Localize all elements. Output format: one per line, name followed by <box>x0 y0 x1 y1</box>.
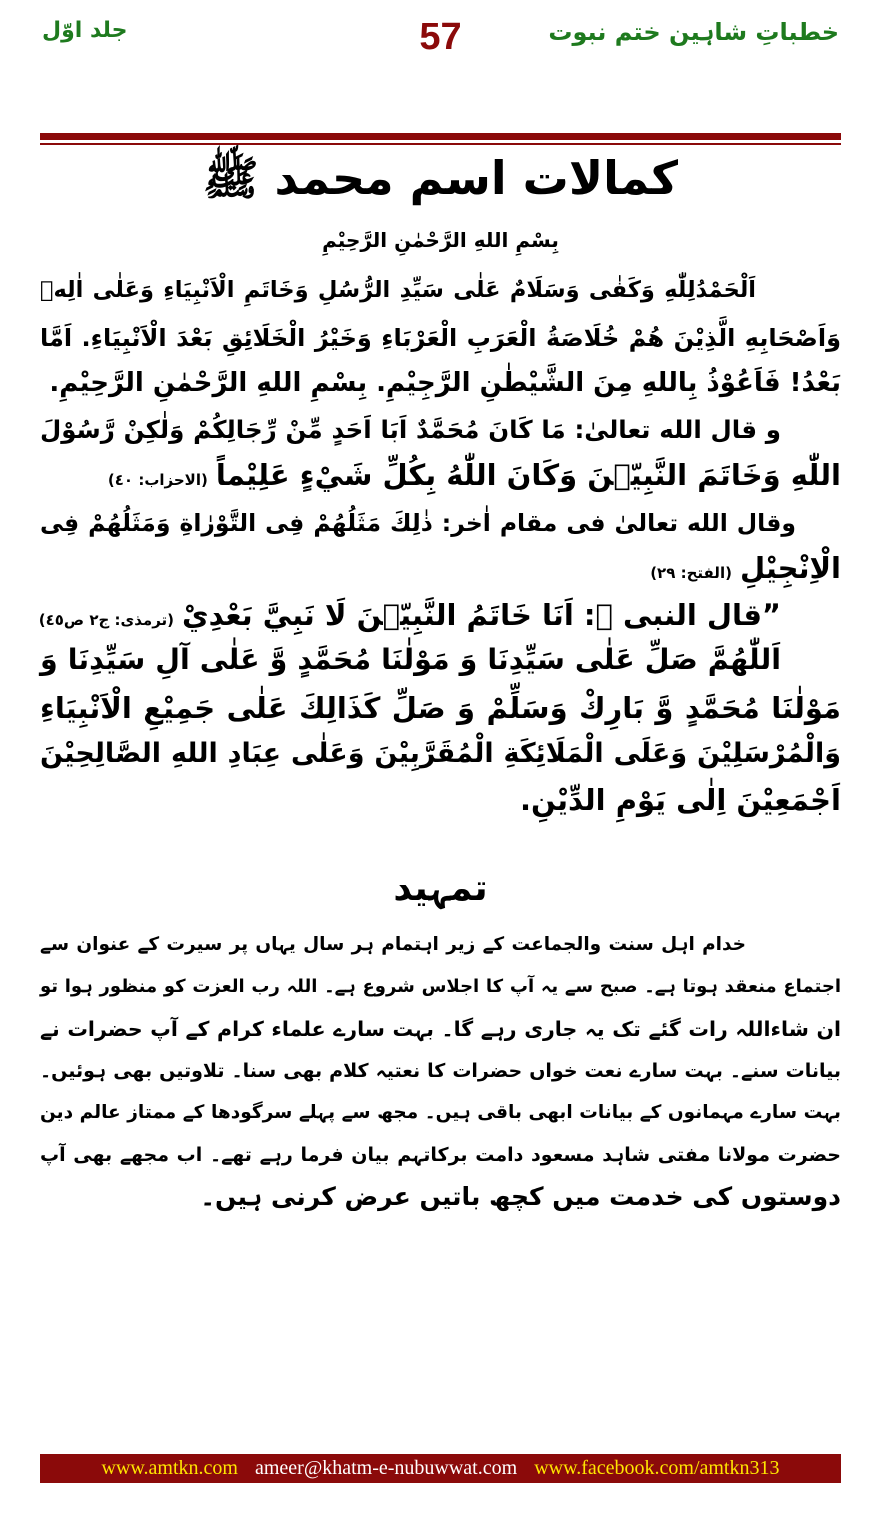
arabic-line-text: و قال الله تعالىٰ: مَا كَانَ مُحَمَّدٌ اَبَا اَحَدٍ مِّنْ رِّجَالِكُمْ وَلٰكِنْ رَّسُوْلَ <box>40 415 781 444</box>
arabic-line <box>40 688 841 728</box>
arabic-line <box>40 734 841 774</box>
arabic-line <box>40 780 841 820</box>
arabic-line <box>40 640 841 680</box>
arabic-line <box>40 595 841 640</box>
urdu-line: دوستوں کی خدمت میں کچھ باتیں عرض کرنی ہیں۔ <box>200 1182 841 1211</box>
arabic-line-text: مَوْلٰنَا مُحَمَّدٍ وَّ بَارِكْ وَسَلِّمْ وَ صَلِّ كَذَالِكَ عَلٰى جَمِيْعِ الْاَنْبِيَاءِ <box>40 691 841 725</box>
section-heading: تمہید <box>393 868 488 909</box>
footer-website-link[interactable]: www.amtkn.com <box>101 1457 238 1479</box>
volume-label: جلد اوّل <box>42 18 128 43</box>
arabic-line-text: اَجْمَعِيْنَ اِلٰى يَوْمِ الدِّيْنِ. <box>520 783 841 817</box>
arabic-line-text: وقال الله تعالىٰ فى مقام اٰخر: ذٰلِكَ مَثَلُهُمْ فِى التَّوْرٰاةِ وَمَثَلُهُمْ فِى <box>40 509 796 537</box>
bismillah: بِسْمِ اللهِ الرَّحْمٰنِ الرَّحِيْمِ <box>322 228 559 252</box>
arabic-line-text: ”قال النبى ﷺ: اَنَا خَاتَمُ النَّبِيّٖنَ لَا نَبِيَّ بَعْدِيْ <box>182 598 781 632</box>
arabic-line-text: اللّٰهِ وَخَاتَمَ النَّبِيّٖنَ وَكَانَ اللّٰهُ بِكُلِّ شَيْءٍ عَلِيْماً <box>215 458 841 492</box>
citation-reference: (ترمذى: ج٢ ص٤٥) <box>38 611 175 629</box>
chapter-title: كمالات اسم محمد ﷺ <box>202 151 679 205</box>
arabic-line <box>40 548 841 593</box>
urdu-line: خدام اہل سنت والجماعت کے زیر اہتمام ہر سال یہاں پر سیرت کے عنوان سے <box>40 934 746 955</box>
header-divider <box>40 133 841 140</box>
arabic-line-text: وَالْمُرْسَلِيْنَ وَعَلَى الْمَلَائِكَةِ الْمُقَرَّبِيْنَ وَعَلٰى عِبَادِ اللهِ الصَّالِحِيْنَ <box>40 738 841 769</box>
footer-bar <box>40 1454 841 1483</box>
arabic-line <box>40 270 841 310</box>
urdu-line: ان شاءاللہ رات گئے تک یہ جاری رہے گا۔ بہت سارے علماء کرام کے آپ حضرات نے <box>40 1017 841 1041</box>
arabic-line-text: اَلْحَمْدُلِلّٰهِ وَكَفٰى وَسَلَامٌ عَلٰى سَيِّدِ الرُّسُلِ وَخَاتَمِ الْاَنْبِيَاءِ وَعَلٰى اٰلِهٖ <box>40 277 756 303</box>
urdu-line: بہت سارے مہمانوں کے بیانات ابھی باقی ہیں۔ مجھ سے پہلے سرگودھا کے ممتاز عالم دین <box>40 1102 841 1123</box>
arabic-line <box>40 410 841 450</box>
arabic-line-text: بَعْدُ! فَاَعُوْذُ بِاللهِ مِنَ الشَّيْطٰنِ الرَّجِيْمِ. بِسْمِ اللهِ الرَّحْمٰنِ الرَّحِيْمِ. <box>49 368 841 398</box>
arabic-line <box>40 455 841 500</box>
arabic-line-text: وَاَصْحَابِهِ الَّذِيْنَ هُمْ خُلَاصَةُ الْعَرَبِ الْعَرْبَاءِ وَخَيْرُ الْخَلَائِقِ بَعْدَ الْاَنْبِيَاءِ. اَمَّا <box>40 324 841 352</box>
footer-facebook-link[interactable]: www.facebook.com/amtkn313 <box>534 1457 780 1479</box>
arabic-line <box>40 363 841 403</box>
citation-reference: (الفتح: ٢٩) <box>650 564 732 582</box>
book-title: خطباتِ شاہین ختم نبوت <box>548 18 839 46</box>
citation-reference: (الاحزاب: ٤٠) <box>107 471 208 489</box>
urdu-line: بیانات سنے۔ بہت سارے نعت خواں حضرات کا نعتیہ کلام بھی سنا۔ تلاوتیں بھی ہوئیں۔ <box>40 1060 841 1082</box>
page-number: 57 <box>419 16 462 58</box>
header-divider-thin <box>40 143 841 145</box>
arabic-line-text: اَللّٰهُمَّ صَلِّ عَلٰى سَيِّدِنَا وَ مَوْلٰنَا مُحَمَّدٍ وَّ عَلٰى آلِ سَيِّدِنَا وَ <box>40 643 781 676</box>
footer-email-link[interactable]: ameer@khatm-e-nubuwwat.com <box>254 1457 518 1479</box>
arabic-line-text: الْاِنْجِيْلِ <box>739 551 841 585</box>
urdu-line: اجتماع منعقد ہوتا ہے۔ صبح سے یہ آپ کا اجلاس شروع ہے۔ اللہ رب العزت کو منظور ہوا تو <box>40 976 841 997</box>
arabic-line <box>40 318 841 358</box>
arabic-line <box>40 503 841 543</box>
urdu-line: حضرت مولانا مفتی شاہد مسعود دامت برکاتہم بیان فرما رہے تھے۔ اب مجھے بھی آپ <box>40 1144 841 1166</box>
